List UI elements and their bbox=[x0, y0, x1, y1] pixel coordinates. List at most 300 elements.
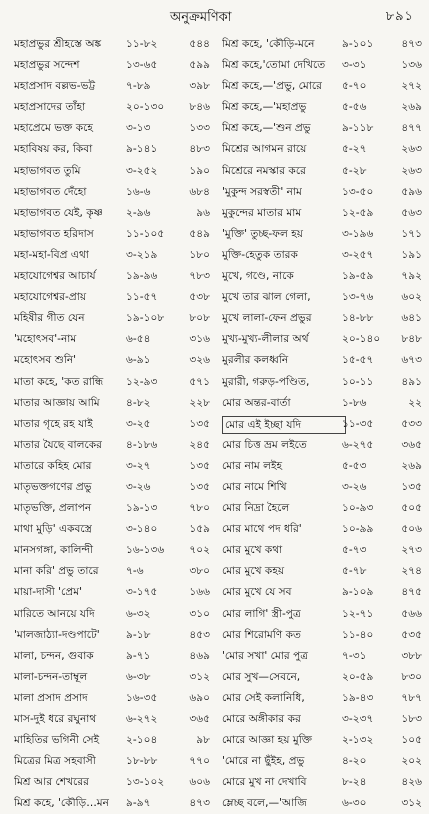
entry-text: মালা, চন্দন, গুবাক bbox=[14, 649, 94, 662]
index-entry bbox=[222, 350, 422, 371]
entry-page: ৫৪৯ bbox=[189, 227, 210, 240]
entry-reference: ১৩-৬৫ bbox=[126, 59, 158, 72]
entry-text: মহাপ্রসাদ বল্লভ-ভট্ট bbox=[14, 80, 96, 93]
entry-text: মহাযোগেশ্বর-প্রায় bbox=[14, 291, 87, 304]
index-entry bbox=[14, 435, 212, 456]
entry-page: ৪৭৩ bbox=[401, 38, 422, 50]
entry-reference: ৫-৫৬ bbox=[342, 101, 367, 114]
entry-text: মহাপ্রসাদের তাঁহা bbox=[14, 101, 86, 114]
entry-reference: ৭-৩১ bbox=[342, 649, 367, 662]
entry-text: মারিতে আনয়ে যদি bbox=[14, 607, 95, 620]
entry-page: ৩৬৫ bbox=[189, 713, 210, 725]
entry-reference: ৩-১৯৬ bbox=[342, 227, 374, 240]
entry-reference: ১৩-৫০ bbox=[342, 185, 374, 198]
entry-reference: ৩-২৫ bbox=[126, 417, 151, 430]
entry-page: ১৮৩ bbox=[401, 713, 422, 725]
index-entry bbox=[14, 308, 212, 329]
entry-text: মুরলীর কলধ্বনি bbox=[222, 354, 289, 367]
entry-page: ৭৮৩ bbox=[189, 270, 210, 283]
entry-reference: ১-৮৬ bbox=[342, 396, 367, 409]
entry-page: ৬৪১ bbox=[401, 312, 422, 325]
entry-page: ১৩৬ bbox=[401, 59, 422, 72]
entry-text: মিশ্রেরে নমস্কার করে bbox=[222, 164, 306, 177]
entry-text: মোরে মুখ না দেখাবি bbox=[222, 776, 307, 789]
entry-text: মহাভাগবত যেই, কৃষ্ণ bbox=[14, 206, 103, 219]
entry-text: মাতৃভক্তি, প্রলাপন bbox=[14, 502, 92, 515]
entry-reference: ৩-২৬ bbox=[126, 480, 151, 493]
entry-text: মোর মুখে কহয় bbox=[222, 565, 285, 578]
entry-page: ৭৮৭ bbox=[401, 691, 422, 704]
index-entry bbox=[14, 772, 212, 793]
index-entry bbox=[222, 224, 422, 245]
entry-page: ৫৬৩ bbox=[401, 206, 422, 219]
entry-text: মিশ্র কহে,—'মহাপ্রভু bbox=[222, 101, 307, 114]
entry-page: ৫৩৫ bbox=[401, 628, 422, 641]
entry-text: মহাভাগবত দেঁহো bbox=[14, 185, 87, 198]
entry-reference: ২০-১৩০ bbox=[126, 101, 165, 114]
index-entry bbox=[14, 793, 212, 814]
entry-page: ৪৮৩ bbox=[189, 143, 210, 156]
index-entry bbox=[222, 287, 422, 308]
entry-reference: ২০-১৪০ bbox=[342, 333, 381, 346]
index-entry bbox=[222, 456, 422, 477]
entry-page: ১৬৬ bbox=[189, 586, 210, 599]
page-title: অনুক্রমণিকা bbox=[170, 10, 232, 25]
entry-text: 'মোরে না ছুঁইহ, প্রভু bbox=[222, 755, 305, 768]
entry-text: মালা প্রসাদ প্রসাদ bbox=[14, 691, 88, 704]
entry-reference: ৩-২৫৭ bbox=[342, 248, 374, 261]
entry-page: ৩৮০ bbox=[189, 565, 210, 578]
index-entry bbox=[14, 55, 212, 76]
entry-text: মাহিতির ভগিনী সেই bbox=[14, 734, 100, 747]
entry-page: ৫৬৬ bbox=[401, 607, 422, 620]
index-entry bbox=[14, 477, 212, 498]
entry-text: 'মহোৎসব'-নাম bbox=[14, 333, 77, 346]
index-entry bbox=[222, 203, 422, 224]
index-entry bbox=[14, 76, 212, 97]
entry-text: মোর মুখে কথা bbox=[222, 544, 283, 557]
entry-page: ৫৭১ bbox=[189, 375, 210, 388]
entry-page: ২৭৪ bbox=[401, 565, 422, 578]
entry-reference: ৩-২১৯ bbox=[126, 248, 158, 261]
index-entry bbox=[222, 730, 422, 751]
index-entry bbox=[14, 372, 212, 393]
index-entry bbox=[222, 751, 422, 772]
entry-reference: ৬-৫৪ bbox=[126, 333, 151, 346]
index-entry bbox=[14, 625, 212, 646]
index-entry bbox=[222, 646, 422, 667]
index-entry bbox=[222, 625, 422, 646]
entry-text: মুক্তি-হেতুক তারক bbox=[222, 248, 298, 261]
entry-page: ৬৯০ bbox=[189, 691, 210, 704]
entry-reference: ১৯-৯৬ bbox=[126, 270, 158, 283]
entry-reference: ৫-৫৩ bbox=[342, 459, 367, 472]
entry-reference: ১৯-৫৯ bbox=[342, 270, 374, 283]
index-entry bbox=[222, 308, 422, 329]
entry-text: মাতা কহে, 'কত রান্ধি bbox=[14, 375, 104, 388]
entry-reference: ২-৯৬ bbox=[126, 206, 151, 219]
entry-text: মাথা মুড়ি' একবস্ত্রে bbox=[14, 523, 92, 536]
entry-reference: ৬-২৭৫ bbox=[342, 438, 374, 451]
index-entry bbox=[222, 793, 422, 814]
entry-text: মানসগঙ্গা, কালিন্দী bbox=[14, 544, 93, 557]
entry-text: মিশ্র আর শেখরের bbox=[14, 776, 89, 789]
entry-reference: ১৪-৮৮ bbox=[342, 312, 374, 325]
index-entry bbox=[14, 97, 212, 118]
entry-page: ২২ bbox=[408, 396, 422, 409]
entry-reference: ৫-৭৮ bbox=[342, 565, 367, 578]
entry-reference: ৩-২৫২ bbox=[126, 164, 158, 177]
entry-reference: ১০-৯৩ bbox=[342, 502, 374, 515]
entry-text: মাতারে কহিহ মোর bbox=[14, 459, 92, 472]
index-entry bbox=[222, 97, 422, 118]
entry-page: ২০২ bbox=[401, 755, 422, 768]
index-entry bbox=[222, 561, 422, 582]
index-entry bbox=[14, 161, 212, 182]
index-entry bbox=[14, 266, 212, 287]
entry-page: ৬০২ bbox=[401, 291, 422, 304]
entry-page: ৪৬৯ bbox=[189, 649, 210, 662]
index-entry bbox=[14, 667, 212, 688]
entry-text: 'মালজাঠ্যা-দণ্ডপাটে' bbox=[14, 628, 100, 641]
entry-page: ১৮০ bbox=[189, 248, 210, 261]
entry-reference: ৮-২৪ bbox=[342, 776, 367, 789]
entry-text: মহাপ্রেমে ভক্ত কহে bbox=[14, 122, 93, 135]
index-entry bbox=[14, 751, 212, 772]
index-entry bbox=[222, 139, 422, 160]
entry-page: ২৭৩ bbox=[401, 544, 422, 557]
entry-page: ৪৭৭ bbox=[401, 122, 422, 135]
entry-text: মহাবিষয় কর, কিবা bbox=[14, 143, 93, 156]
page-header bbox=[0, 6, 429, 26]
entry-reference: ৩-১৩ bbox=[126, 122, 151, 135]
index-entry bbox=[14, 604, 212, 625]
entry-reference: ৯-১০৯ bbox=[342, 586, 374, 599]
entry-reference: ১৫-৫৭ bbox=[342, 354, 374, 367]
entry-text: মোর চিত্ত ভ্রম লইতে bbox=[222, 438, 307, 451]
entry-page: ২৬৩ bbox=[401, 143, 422, 156]
index-entry bbox=[222, 519, 422, 540]
entry-text: মুখে তার ঝাল গেলা, bbox=[222, 291, 311, 304]
entry-reference: ১৯-১৩ bbox=[126, 502, 158, 515]
entry-text: মহাপ্রভুর শ্রীহস্তে অঙ্ক bbox=[14, 38, 102, 50]
entry-text: মহাপ্রভুর সন্দেশ bbox=[14, 59, 80, 72]
index-entry bbox=[14, 350, 212, 371]
index-entry bbox=[222, 688, 422, 709]
index-entry bbox=[14, 540, 212, 561]
entry-reference: ১৬-১৩৬ bbox=[126, 544, 165, 557]
index-column-right bbox=[222, 34, 422, 814]
entry-reference: ১৯-৪৩ bbox=[342, 691, 374, 704]
entry-text: মিশ্র কহে,—'প্রভু, মোরে bbox=[222, 80, 322, 93]
entry-page: ৩১০ bbox=[189, 607, 210, 620]
index-entry bbox=[222, 245, 422, 266]
index-column-left bbox=[14, 34, 212, 814]
index-entry bbox=[222, 582, 422, 603]
entry-page: ৫০৬ bbox=[401, 523, 422, 536]
index-entry bbox=[14, 393, 212, 414]
index-entry bbox=[222, 435, 422, 456]
entry-reference: ৫-২৮ bbox=[342, 164, 367, 177]
entry-reference: ৯-৯৭ bbox=[126, 797, 151, 810]
entry-reference: ৯-১০১ bbox=[342, 38, 374, 50]
entry-page: ৬৭৩ bbox=[401, 354, 422, 367]
index-entry bbox=[14, 688, 212, 709]
entry-page: ১৩৫ bbox=[189, 417, 210, 430]
entry-reference: ৭-৬ bbox=[126, 565, 144, 578]
entry-text: মহিষীর গীত যেন bbox=[14, 312, 85, 325]
entry-reference: ১১-৮২ bbox=[126, 38, 158, 50]
entry-text: 'মুক্তি' তুচ্ছ-ফল হয় bbox=[222, 227, 304, 240]
entry-reference: ১৬-৩৫ bbox=[126, 691, 158, 704]
entry-text: মোর লাগি' স্ত্রী-পুত্র bbox=[222, 607, 301, 620]
index-entry bbox=[222, 772, 422, 793]
entry-page: ২৭২ bbox=[401, 80, 422, 93]
entry-reference: ১৯-১০৮ bbox=[126, 312, 165, 325]
entry-reference: ১১-৪০ bbox=[342, 628, 374, 641]
entry-text: মিশ্রের আগমন রায়ে bbox=[222, 143, 307, 156]
index-entry bbox=[222, 161, 422, 182]
entry-text: মোরে অঙ্গীকার কর bbox=[222, 713, 301, 725]
entry-reference: ১৩-৭৬ bbox=[342, 291, 374, 304]
entry-reference: ৩-১৪০ bbox=[126, 523, 158, 536]
entry-text: মোর নিদ্রা হৈলে bbox=[222, 502, 290, 515]
entry-text: মোর মাথে পদ ধরি' bbox=[222, 523, 302, 536]
entry-text: মহাযোগেশ্বর আচার্য bbox=[14, 270, 96, 283]
entry-text: মাস-দুই ধরে রঘুনাথ bbox=[14, 713, 97, 725]
entry-reference: ১৩-১০২ bbox=[126, 776, 165, 789]
entry-text: মাতার আজ্ঞায় আমি bbox=[14, 396, 100, 409]
entry-page: ৩১৬ bbox=[189, 333, 210, 346]
entry-reference: ৯-১৪১ bbox=[126, 143, 158, 156]
entry-text: মাতার গৃহে রহ যাই bbox=[14, 417, 93, 430]
index-entry bbox=[14, 34, 212, 55]
entry-page: ৫৯৬ bbox=[401, 185, 422, 198]
index-entry bbox=[222, 709, 422, 730]
entry-reference: ৩-২৬ bbox=[342, 480, 367, 493]
entry-text: 'মুকুন্দ সরস্বতী' নাম bbox=[222, 185, 302, 198]
index-entry bbox=[14, 245, 212, 266]
entry-text: মোর সুখ—সেবনে, bbox=[222, 670, 301, 683]
entry-reference: ৬-৩৮ bbox=[126, 670, 151, 683]
entry-reference: ৩-২৩৭ bbox=[342, 713, 374, 725]
entry-text: মুখে লালা-ফেন প্রভুর bbox=[222, 312, 312, 325]
entry-text: মহাভাগবত তুমি bbox=[14, 164, 81, 177]
entry-page: ২৬৯ bbox=[401, 459, 422, 472]
entry-text: মোর অন্তর-বার্তা bbox=[222, 396, 291, 409]
entry-page: ১৯০ bbox=[189, 164, 210, 177]
entry-page: ৪৭৫ bbox=[401, 586, 422, 599]
index-entry bbox=[14, 414, 212, 435]
entry-page: ৮৪৮ bbox=[401, 333, 422, 346]
entry-page: ১৫৯ bbox=[189, 523, 210, 536]
entry-page: ১৩৫ bbox=[401, 480, 422, 493]
index-entry bbox=[222, 76, 422, 97]
index-entry bbox=[14, 646, 212, 667]
entry-page: ৭৮০ bbox=[189, 502, 210, 515]
entry-reference: ৬-৩০ bbox=[342, 797, 367, 810]
index-entry bbox=[222, 414, 422, 435]
page-number: ৮৯১ bbox=[385, 9, 414, 24]
entry-text: মোর নাম লইহ bbox=[222, 459, 283, 472]
entry-text: মহাভাগবত হরিদাস bbox=[14, 227, 94, 240]
entry-text: মোর শিরোমণি কত bbox=[222, 628, 301, 641]
entry-reference: ১২-৭১ bbox=[342, 607, 374, 620]
index-entry bbox=[222, 118, 422, 139]
index-entry bbox=[14, 224, 212, 245]
entry-page: ১৩৫ bbox=[189, 459, 210, 472]
entry-page: ১০৫ bbox=[401, 734, 422, 747]
index-entry bbox=[222, 477, 422, 498]
entry-reference: ৪-১৮৬ bbox=[126, 438, 158, 451]
index-entry bbox=[14, 118, 212, 139]
entry-reference: ২-১০৪ bbox=[126, 734, 158, 747]
entry-text: মোর নামে শিখি bbox=[222, 480, 287, 493]
entry-text: মোরে আজ্ঞা হয় মুক্তি bbox=[222, 734, 313, 747]
entry-page: ৪৯১ bbox=[401, 375, 422, 388]
entry-page: ১৭১ bbox=[401, 227, 422, 240]
entry-text: ম্লেচ্ছ বলে,—'আজি bbox=[222, 797, 307, 810]
entry-page: ৫৯৯ bbox=[189, 59, 210, 72]
entry-page: ২৬৯ bbox=[401, 101, 422, 114]
entry-reference: ৩-৩১ bbox=[342, 59, 367, 72]
entry-reference: ৬-৩২ bbox=[126, 607, 151, 620]
entry-reference: ৯-১৮ bbox=[126, 628, 151, 641]
entry-text: মিশ্র কহে, 'কৌড়ি-মনে bbox=[222, 38, 315, 50]
index-entry bbox=[222, 498, 422, 519]
entry-page: ১৩৩ bbox=[189, 122, 210, 135]
entry-reference: ৩-২৭ bbox=[126, 459, 151, 472]
entry-text: মিশ্র কহে,'তোমা দেখিতে bbox=[222, 59, 326, 72]
entry-reference: ৬-২৭২ bbox=[126, 713, 158, 725]
entry-page: ৮৪৬ bbox=[189, 101, 210, 114]
index-entry bbox=[14, 498, 212, 519]
entry-page: ৫০৫ bbox=[401, 502, 422, 515]
index-entry bbox=[14, 561, 212, 582]
entry-page: ৪৫৩ bbox=[189, 628, 210, 641]
entry-reference: ৪-৮২ bbox=[126, 396, 151, 409]
entry-reference: ১০-৯৯ bbox=[342, 523, 374, 536]
index-entry bbox=[222, 329, 422, 350]
entry-page: ৬০৬ bbox=[189, 776, 210, 789]
entry-page: ৪৭৩ bbox=[189, 797, 210, 810]
entry-reference: ৬-৯১ bbox=[126, 354, 151, 367]
index-entry bbox=[14, 709, 212, 730]
entry-text: মোর সেই কলানিধি, bbox=[222, 691, 305, 704]
entry-reference: ১৬-৬ bbox=[126, 185, 151, 198]
entry-text: মুখ্য-মুখ্য-লীলার অর্থ bbox=[222, 333, 309, 346]
entry-reference: ১২-৯৩ bbox=[126, 375, 158, 388]
entry-text: মুখে, গণ্ডে, নাকে bbox=[222, 270, 294, 283]
index-entry bbox=[222, 667, 422, 688]
entry-page: ১৯১ bbox=[401, 248, 422, 261]
entry-page: ৮৩০ bbox=[401, 670, 422, 683]
index-entry bbox=[14, 730, 212, 751]
index-entry bbox=[222, 540, 422, 561]
entry-page: ৯৬ bbox=[196, 206, 210, 219]
entry-page: ২৬৩ bbox=[401, 164, 422, 177]
entry-page: ৭৭০ bbox=[189, 755, 210, 768]
index-entry bbox=[14, 519, 212, 540]
entry-reference: ১১-১০৫ bbox=[126, 227, 165, 240]
index-entry bbox=[14, 139, 212, 160]
entry-reference: ৯-১১৮ bbox=[342, 122, 374, 135]
entry-reference: ৫-৭৩ bbox=[342, 544, 367, 557]
entry-page: ৪২৬ bbox=[401, 776, 422, 789]
entry-text: মাতার যৈছে বালকের bbox=[14, 438, 102, 451]
entry-text: মুকুন্দের মাতার মাম bbox=[222, 206, 302, 219]
entry-reference: ৯-৭১ bbox=[126, 649, 151, 662]
entry-text: মাতৃভক্তগণের প্রভু bbox=[14, 480, 92, 493]
entry-page: ২৪৫ bbox=[189, 438, 210, 451]
index-entry bbox=[222, 266, 422, 287]
entry-page: ১৩৫ bbox=[189, 480, 210, 493]
entry-reference: ১১-৫৭ bbox=[126, 291, 158, 304]
entry-text: মিত্রের মিত্র সহবাসী bbox=[14, 755, 96, 768]
entry-page: ৩৯৮ bbox=[189, 80, 210, 93]
entry-reference: ১৮-৮৮ bbox=[126, 755, 158, 768]
index-entry bbox=[222, 182, 422, 203]
entry-reference: ২-১৩২ bbox=[342, 734, 374, 747]
entry-page: ২২৮ bbox=[189, 396, 210, 409]
entry-text: মানা করি' প্রভু তারে bbox=[14, 565, 99, 578]
index-entry bbox=[222, 372, 422, 393]
entry-text: মিশ্র কহে, 'কৌড়ি…মন bbox=[14, 797, 109, 810]
entry-text: মালা-চন্দন-তাম্বূল bbox=[14, 670, 88, 683]
entry-page: ৩১২ bbox=[189, 670, 210, 683]
index-entry bbox=[14, 182, 212, 203]
entry-page: ৮০৮ bbox=[189, 312, 210, 325]
entry-text: 'মোর সখা' মোর পুত্র bbox=[222, 649, 309, 662]
entry-page: ৩৬৫ bbox=[401, 438, 422, 451]
entry-page: ৯৮ bbox=[196, 734, 210, 747]
entry-page: ৩২৬ bbox=[189, 354, 210, 367]
entry-page: ৩৮৮ bbox=[401, 649, 422, 662]
entry-page: ৭০২ bbox=[189, 544, 210, 557]
entry-text: মিশ্র কহে,—'শুন প্রভু bbox=[222, 122, 311, 135]
entry-page: ৭৯২ bbox=[401, 270, 422, 283]
entry-reference: ৫-২৭ bbox=[342, 143, 367, 156]
entry-reference: ৪-২০ bbox=[342, 755, 367, 768]
index-entry bbox=[222, 604, 422, 625]
entry-page: ৫৩৮ bbox=[189, 291, 210, 304]
entry-reference: ৩-১৭৫ bbox=[126, 586, 158, 599]
entry-text: মোর এই ইচ্ছা যদি bbox=[222, 416, 346, 434]
entry-page: ৬৮৪ bbox=[189, 185, 210, 198]
index-entry bbox=[14, 582, 212, 603]
entry-text: মায়া-দাসী 'প্রেম' bbox=[14, 586, 83, 599]
entry-text: মহোৎসব শুনি' bbox=[14, 354, 77, 367]
entry-text: মুরারী, গরুড়-পণ্ডিত, bbox=[222, 375, 310, 388]
index-entry bbox=[14, 456, 212, 477]
index-entry bbox=[14, 329, 212, 350]
entry-text: মোর মুখে যে সব bbox=[222, 586, 292, 599]
index-entry bbox=[222, 34, 422, 55]
entry-text: মহা-মহা-বিপ্র এথা bbox=[14, 248, 89, 261]
entry-reference: ১১-৩৫ bbox=[342, 417, 374, 430]
entry-reference: ২০-৫৯ bbox=[342, 670, 374, 683]
entry-reference: ৭-৮৯ bbox=[126, 80, 151, 93]
entry-reference: ১০-১১ bbox=[342, 375, 374, 388]
entry-reference: ১২-৫৯ bbox=[342, 206, 374, 219]
entry-page: ৩১২ bbox=[401, 797, 422, 810]
index-entry bbox=[222, 393, 422, 414]
index-entry bbox=[222, 55, 422, 76]
entry-reference: ৫-৭০ bbox=[342, 80, 367, 93]
index-entry bbox=[14, 203, 212, 224]
entry-page: ৫৪৪ bbox=[189, 38, 210, 50]
entry-page: ৫৩৩ bbox=[401, 417, 422, 430]
